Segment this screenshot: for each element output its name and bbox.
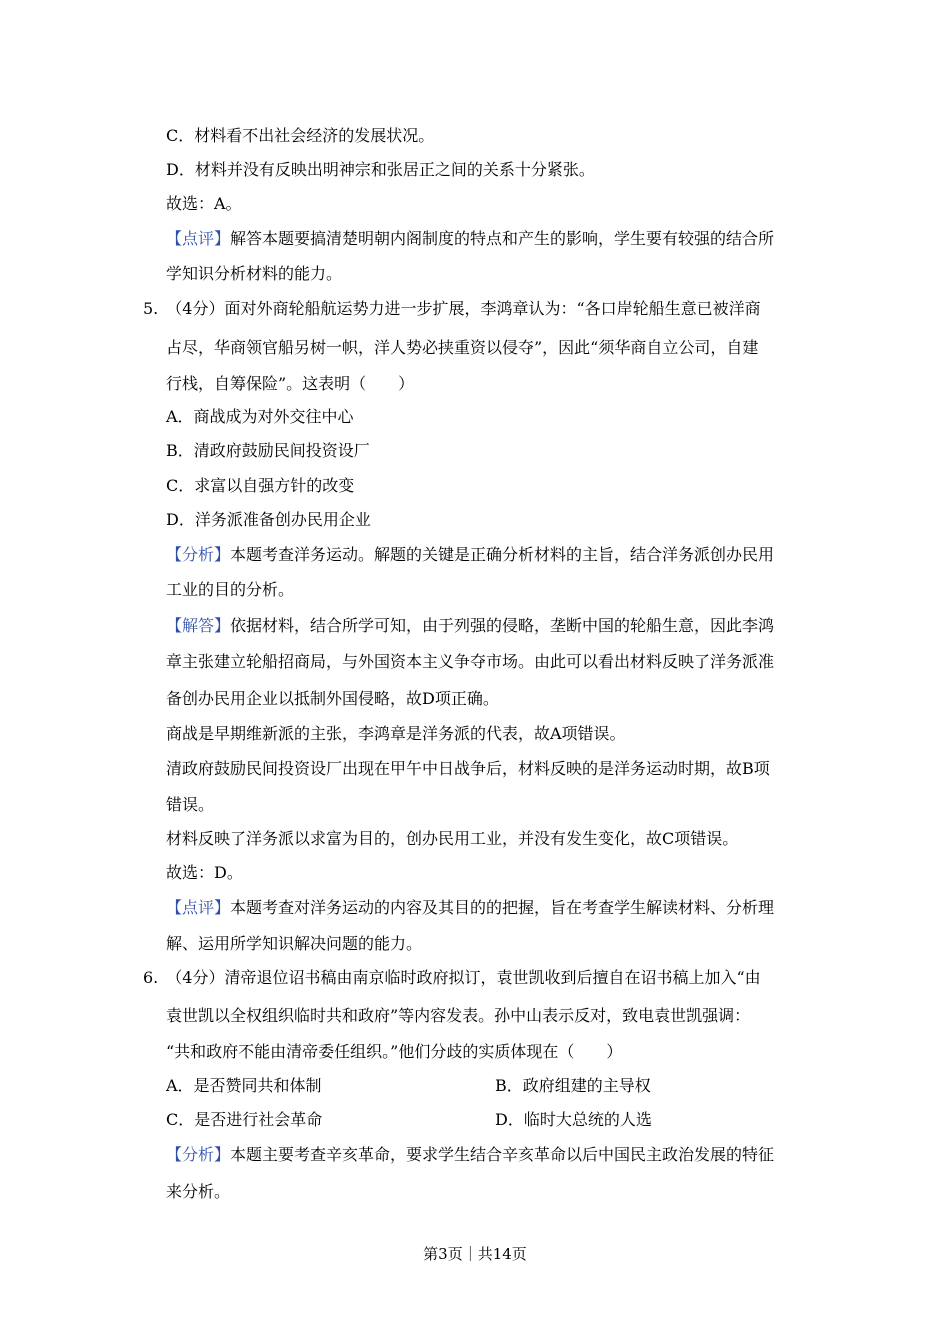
option-c-prev: C．材料看不出社会经济的发展状况。 [166,126,435,145]
comment-tag: 【点评】 [166,898,231,917]
q5-solution-line-6: 错误。 [166,795,215,814]
q5-solution-line-3: 备创办民用企业以抵制外国侵略，故D项正确。 [166,689,499,708]
comment-text: 本题考查对洋务运动的内容及其目的的把握，旨在考查学生解读材料、分析理 [230,898,775,917]
analysis-text: 本题主要考查辛亥革命，要求学生结合辛亥革命以后中国民主政治发展的特征 [230,1145,775,1164]
question-number: 6. [143,968,159,987]
q5-answer: 故选：D。 [166,863,243,882]
page-footer: 第3页｜共14页 [423,1245,527,1263]
question-5-line-3: 行栈，自筹保险”。这表明（ ） [166,374,415,393]
question-text: （4分）清帝退位诏书稿由南京临时政府拟订，袁世凯收到后擅自在诏书稿上加入“由 [166,968,761,987]
comment-tag: 【点评】 [166,229,231,248]
q6-analysis-line-2: 来分析。 [166,1182,231,1201]
answer-prev: 故选：A。 [166,194,242,213]
q5-solution-line-1 [166,616,774,636]
q6-option-a: A．是否赞同共和体制 [166,1076,322,1095]
solution-tag: 【解答】 [166,616,231,635]
question-number: 5. [143,299,159,318]
q5-solution-line-4: 商战是早期维新派的主张，李鸿章是洋务派的代表，故A项错误。 [166,724,626,743]
q6-options-row-1 [166,1076,651,1096]
question-6-line-3: “共和政府不能由清帝委任组织。”他们分歧的实质体现在（ ） [166,1042,623,1061]
comment-prev-line-1 [166,229,774,249]
comment-prev-line-2: 学知识分析材料的能力。 [166,264,343,283]
q5-analysis-line-1 [166,545,774,565]
question-5-line-2: 占尽，华商领官船另树一帜，洋人势必挟重资以侵夺”，因此“须华商自立公司，自建 [166,338,759,357]
q5-solution-line-7: 材料反映了洋务派以求富为目的，创办民用工业，并没有发生变化，故C项错误。 [166,829,739,848]
solution-text: 依据材料，结合所学可知，由于列强的侵略，垄断中国的轮船生意，因此李鸿 [230,616,775,635]
q5-option-d: D．洋务派准备创办民用企业 [166,510,371,529]
q5-option-b: B．清政府鼓励民间投资设厂 [166,441,370,460]
analysis-text: 本题考查洋务运动。解题的关键是正确分析材料的主旨，结合洋务派创办民用 [230,545,775,564]
question-text: （4分）面对外商轮船航运势力进一步扩展，李鸿章认为：“各口岸轮船生意已被洋商 [166,299,761,318]
q5-solution-line-5: 清政府鼓励民间投资设厂出现在甲午中日战争后，材料反映的是洋务运动时期，故B项 [166,759,770,778]
option-d-prev: D．材料并没有反映出明神宗和张居正之间的关系十分紧张。 [166,160,595,179]
q6-option-c: C．是否进行社会革命 [166,1110,323,1129]
analysis-tag: 【分析】 [166,1145,231,1164]
comment-text: 解答本题要搞清楚明朝内阁制度的特点和产生的影响，学生要有较强的结合所 [230,229,775,248]
q5-option-a: A．商战成为对外交往中心 [166,407,354,426]
q6-analysis-line-1 [166,1145,774,1165]
question-6-line-1 [143,968,761,988]
q6-option-d: D．临时大总统的人选 [495,1110,652,1129]
q6-option-b: B．政府组建的主导权 [495,1076,651,1095]
q5-solution-line-2: 章主张建立轮船招商局，与外国资本主义争夺市场。由此可以看出材料反映了洋务派准 [166,652,775,671]
q5-analysis-line-2: 工业的目的分析。 [166,580,295,599]
q5-comment-line-2: 解、运用所学知识解决问题的能力。 [166,934,423,953]
question-6-line-2: 袁世凯以全权组织临时共和政府”等内容发表。孙中山表示反对，致电袁世凯强调： [166,1006,751,1025]
q5-comment-line-1 [166,898,774,918]
question-5-line-1 [143,299,761,319]
q6-options-row-2 [166,1110,652,1130]
analysis-tag: 【分析】 [166,545,231,564]
q5-option-c: C．求富以自强方针的改变 [166,476,355,495]
